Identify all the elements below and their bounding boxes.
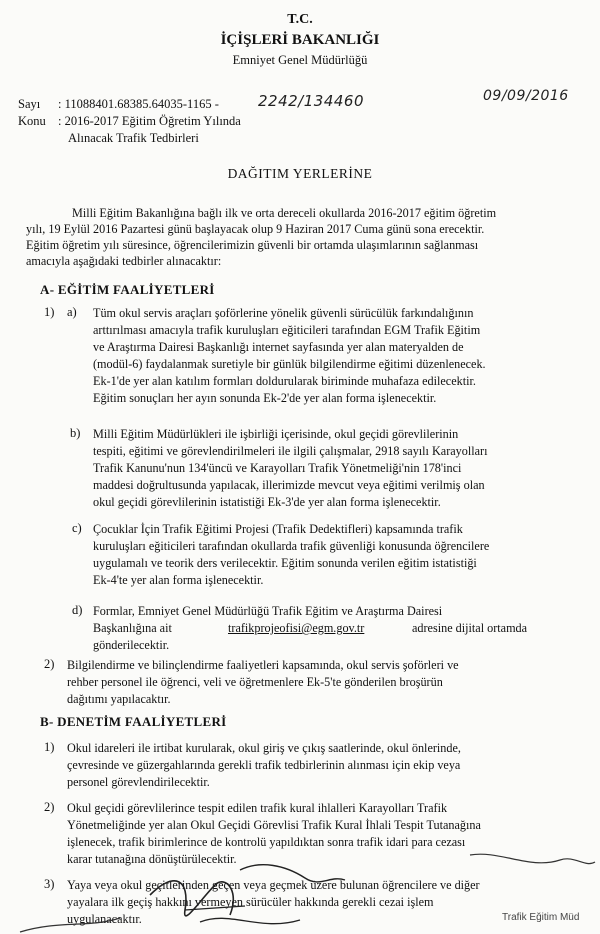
item-b-line: Trafik Kanunu'nun 134'üncü ve Karayolları Trafik Yönetmeliği'nin 178'inci <box>93 461 462 475</box>
document-date: 09/09/2016 <box>483 88 569 104</box>
b-item-3-line: yayalara ilk geçiş hakkını vermeyen sürücüler hakkında gerekli cezai işlem <box>67 895 434 909</box>
item-2-line: rehber personel ile öğrenci, veli ve öğretmenlere Ek-5'te gönderilen broşürün <box>67 675 443 689</box>
item-letter-c: c) <box>72 521 82 535</box>
intro-line: amacıyla aşağıdaki tedbirler alınacaktır: <box>26 254 222 268</box>
item-b-line: tespiti, eğitimi ve görevlendirilmeleri ile ilgili çalışmalar, 2918 sayılı Karayolları <box>93 444 488 458</box>
b-item-3-line: uygulanacaktır. <box>67 912 142 926</box>
footer-stamp: Trafik Eğitim Müd <box>502 912 580 923</box>
intro-line: yılı, 19 Eylül 2016 Pazartesi günü başlayacak olup 9 Haziran 2017 Cuma günü sona erecektir. <box>26 222 485 236</box>
item-b-line: okul geçidi görevlilerinin istatistiği Ek-3'de yer alan forma işlenecektir. <box>93 495 441 509</box>
b-item-2-line: işlenecek, trafik birimlerince de kontrolü yapıldıktan sonra trafik idari para cezası <box>67 835 466 849</box>
b-item-2-line: karar tutanağına dönüştürülecektir. <box>67 852 237 866</box>
item-number: 1) <box>44 740 55 754</box>
intro-line: Milli Eğitim Bakanlığına bağlı ilk ve orta dereceli okullarda 2016-2017 eğitim öğretim <box>72 206 497 220</box>
item-a-line: arttırılması amacıyla trafik kuruluşları eğiticileri tarafından EGM Trafik Eğitim <box>93 323 481 337</box>
item-a-line: Tüm okul servis araçları şoförlerine yönelik güvenli sürücülük farkındalığının <box>93 306 474 320</box>
item-letter-a: a) <box>67 305 77 319</box>
header-tc: T.C. <box>287 12 313 27</box>
item-a-line: Eğitim sonuçları her ayın sonunda Ek-2'de yer alan forma işlenecektir. <box>93 391 437 405</box>
item-d-line: Formlar, Emniyet Genel Müdürlüğü Trafik Eğitim ve Araştırma Dairesi <box>93 604 443 618</box>
sayi-handwritten-number: 2242/134460 <box>258 92 364 110</box>
b-item-2-line: Yönetmeliğinde yer alan Okul Geçidi Görevlisi Trafik Kural İhlali Tespit Tutanağına <box>67 818 481 832</box>
item-number: 1) <box>44 305 55 319</box>
item-d-line: gönderilecektir. <box>93 638 170 652</box>
b-item-2-line: Okul geçidi görevlilerince tespit edilen trafik kural ihlalleri Karayolları Trafik <box>67 801 448 815</box>
konu-label: Konu <box>18 114 46 128</box>
item-number: 3) <box>44 877 55 891</box>
intro-line: Eğitim öğretim yılı süresince, öğrencilerimizin güvenli bir ortamda ulaşımlarının sağlanması <box>26 238 479 252</box>
b-item-3-line: Yaya veya okul geçitlerinden geçen veya geçmek üzere bulunan öğrencilere ve diğer <box>67 878 480 892</box>
item-2-line: Bilgilendirme ve bilinçlendirme faaliyetleri kapsamında, okul servis şoförleri ve <box>67 658 459 672</box>
distribution-title: DAĞITIM YERLERİNE <box>227 166 373 181</box>
b-item-1-line: personel görevlendirilecektir. <box>67 775 210 789</box>
konu-line-1: : 2016-2017 Eğitim Öğretim Yılında <box>58 114 241 128</box>
item-a-line: ve Araştırma Dairesi Başkanlığı internet sayfasında yer alan materyalden de <box>93 340 464 354</box>
b-item-1-line: Okul idareleri ile irtibat kurularak, okul giriş ve çıkış saatlerinde, okul önlerinde, <box>67 741 461 755</box>
item-b-line: Milli Eğitim Müdürlükleri ile işbirliği içerisinde, okul geçidi görevlilerinin <box>93 427 459 441</box>
item-d-line: Başkanlığına ait <box>93 621 172 635</box>
item-c-line: Çocuklar İçin Trafik Eğitimi Projesi (Trafik Dedektifleri) kapsamında trafik <box>93 522 463 536</box>
b-item-1-line: çevresinde ve güzergahlarında gerekli trafik tedbirlerinin alınması için ekip veya <box>67 758 461 772</box>
section-a-title: A- EĞİTİM FAALİYETLERİ <box>40 282 215 297</box>
email-link[interactable]: trafikprojeofisi@egm.gov.tr <box>228 621 365 635</box>
konu-line-2: Alınacak Trafik Tedbirleri <box>68 131 199 145</box>
item-2-line: dağıtımı yapılacaktır. <box>67 692 171 706</box>
item-letter-d: d) <box>72 603 83 617</box>
item-letter-b: b) <box>70 426 81 440</box>
item-number: 2) <box>44 800 55 814</box>
item-d-line: adresine dijital ortamda <box>412 621 528 635</box>
sayi-value: : 11088401.68385.64035-1165 - <box>58 97 219 111</box>
header-ministry: İÇİŞLERİ BAKANLIĞI <box>220 32 380 48</box>
item-a-line: Ek-1'de yer alan katılım formları doldurularak biriminde muhafaza edilecektir. <box>93 374 476 388</box>
sayi-label: Sayı <box>18 97 41 111</box>
item-c-line: kuruluşları eğiticileri tarafından okullarda trafik güvenliği konusunda öğrencilere <box>93 539 490 553</box>
item-c-line: Ek-4'te yer alan forma işlenecektir. <box>93 573 264 587</box>
item-a-line: (modül-6) faydalanmak suretiyle bir günlük bilgilendirme eğitimi düzenlenecek. <box>93 357 486 371</box>
item-number: 2) <box>44 657 55 671</box>
header-directorate: Emniyet Genel Müdürlüğü <box>232 53 368 67</box>
item-b-line: maddesi doğrultusunda yapılacak, illerimizde mevcut veya eğitimi verilmiş olan <box>93 478 485 492</box>
item-c-line: uygulamalı ve teorik ders verilecektir. Eğitim sonunda verilen eğitim istatistiği <box>93 556 477 570</box>
section-b-title: B- DENETİM FAALİYETLERİ <box>40 714 227 729</box>
